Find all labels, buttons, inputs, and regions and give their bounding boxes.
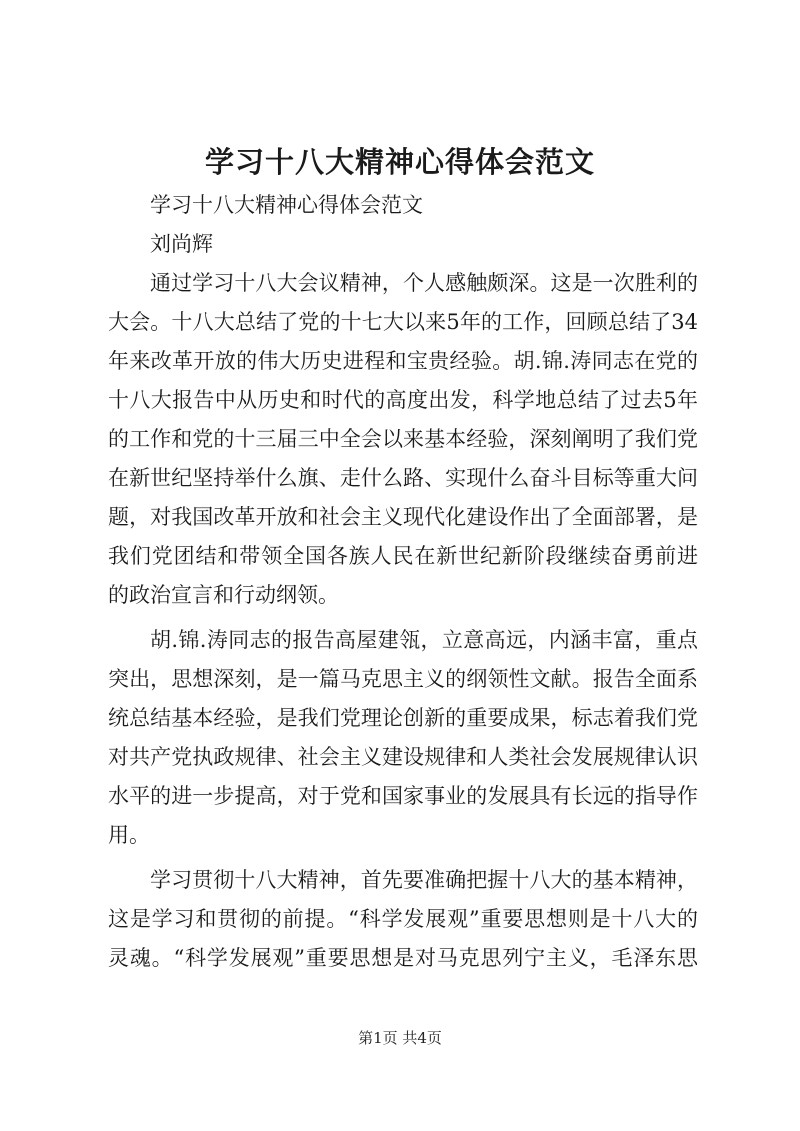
page-number-footer: 第1页 共4页 — [358, 1029, 442, 1047]
paragraph-line: 统总结基本经验，是我们党理论创新的重要成果，标志着我们党 — [108, 706, 698, 730]
paragraph-line: 学习贯彻十八大精神，首先要准确把握十八大的基本精神， — [150, 868, 698, 892]
paragraph-line: 的工作和党的十三届三中全会以来基本经验，深刻阐明了我们党 — [108, 427, 698, 451]
paragraph-line: 突出，思想深刻，是一篇马克思主义的纲领性文献。报告全面系 — [108, 667, 698, 691]
document-subtitle: 学习十八大精神心得体会范文 — [150, 193, 423, 217]
paragraph-line: 胡.锦.涛同志的报告高屋建瓴，立意高远，内涵丰富，重点 — [150, 628, 698, 652]
paragraph-line: 通过学习十八大会议精神，个人感触颇深。这是一次胜利的 — [150, 271, 698, 295]
paragraph-line: 我们党团结和带领全国各族人民在新世纪新阶段继续奋勇前进 — [108, 544, 698, 568]
paragraph-line: 对共产党执政规律、社会主义建设规律和人类社会发展规律认识 — [108, 745, 698, 769]
paragraph-line: 年来改革开放的伟大历史进程和宝贵经验。胡.锦.涛同志在党的 — [108, 349, 698, 373]
document-title: 学习十八大精神心得体会范文 — [204, 145, 595, 179]
paragraph-2 — [108, 621, 698, 855]
paragraph-line: 十八大报告中从历史和时代的高度出发，科学地总结了过去5年 — [108, 388, 698, 412]
paragraph-line: 灵魂。“科学发展观”重要思想是对马克思列宁主义，毛泽东思 — [108, 946, 698, 970]
document-author: 刘尚辉 — [150, 232, 213, 256]
paragraph-3 — [108, 861, 698, 978]
paragraph-line: 题，对我国改革开放和社会主义现代化建设作出了全面部署，是 — [108, 505, 698, 529]
paragraph-line: 在新世纪坚持举什么旗、走什么路、实现什么奋斗目标等重大问 — [108, 466, 698, 490]
paragraph-line: 水平的进一步提高，对于党和国家事业的发展具有长远的指导作 — [108, 784, 698, 808]
paragraph-line: 用。 — [108, 823, 150, 847]
paragraph-line: 的政治宣言和行动纲领。 — [108, 583, 339, 607]
paragraph-1 — [108, 264, 698, 615]
document-body — [108, 186, 698, 978]
paragraph-line: 这是学习和贯彻的前提。“科学发展观”重要思想则是十八大的 — [108, 907, 698, 931]
paragraph-line: 大会。十八大总结了党的十七大以来5年的工作，回顾总结了34 — [108, 310, 698, 334]
